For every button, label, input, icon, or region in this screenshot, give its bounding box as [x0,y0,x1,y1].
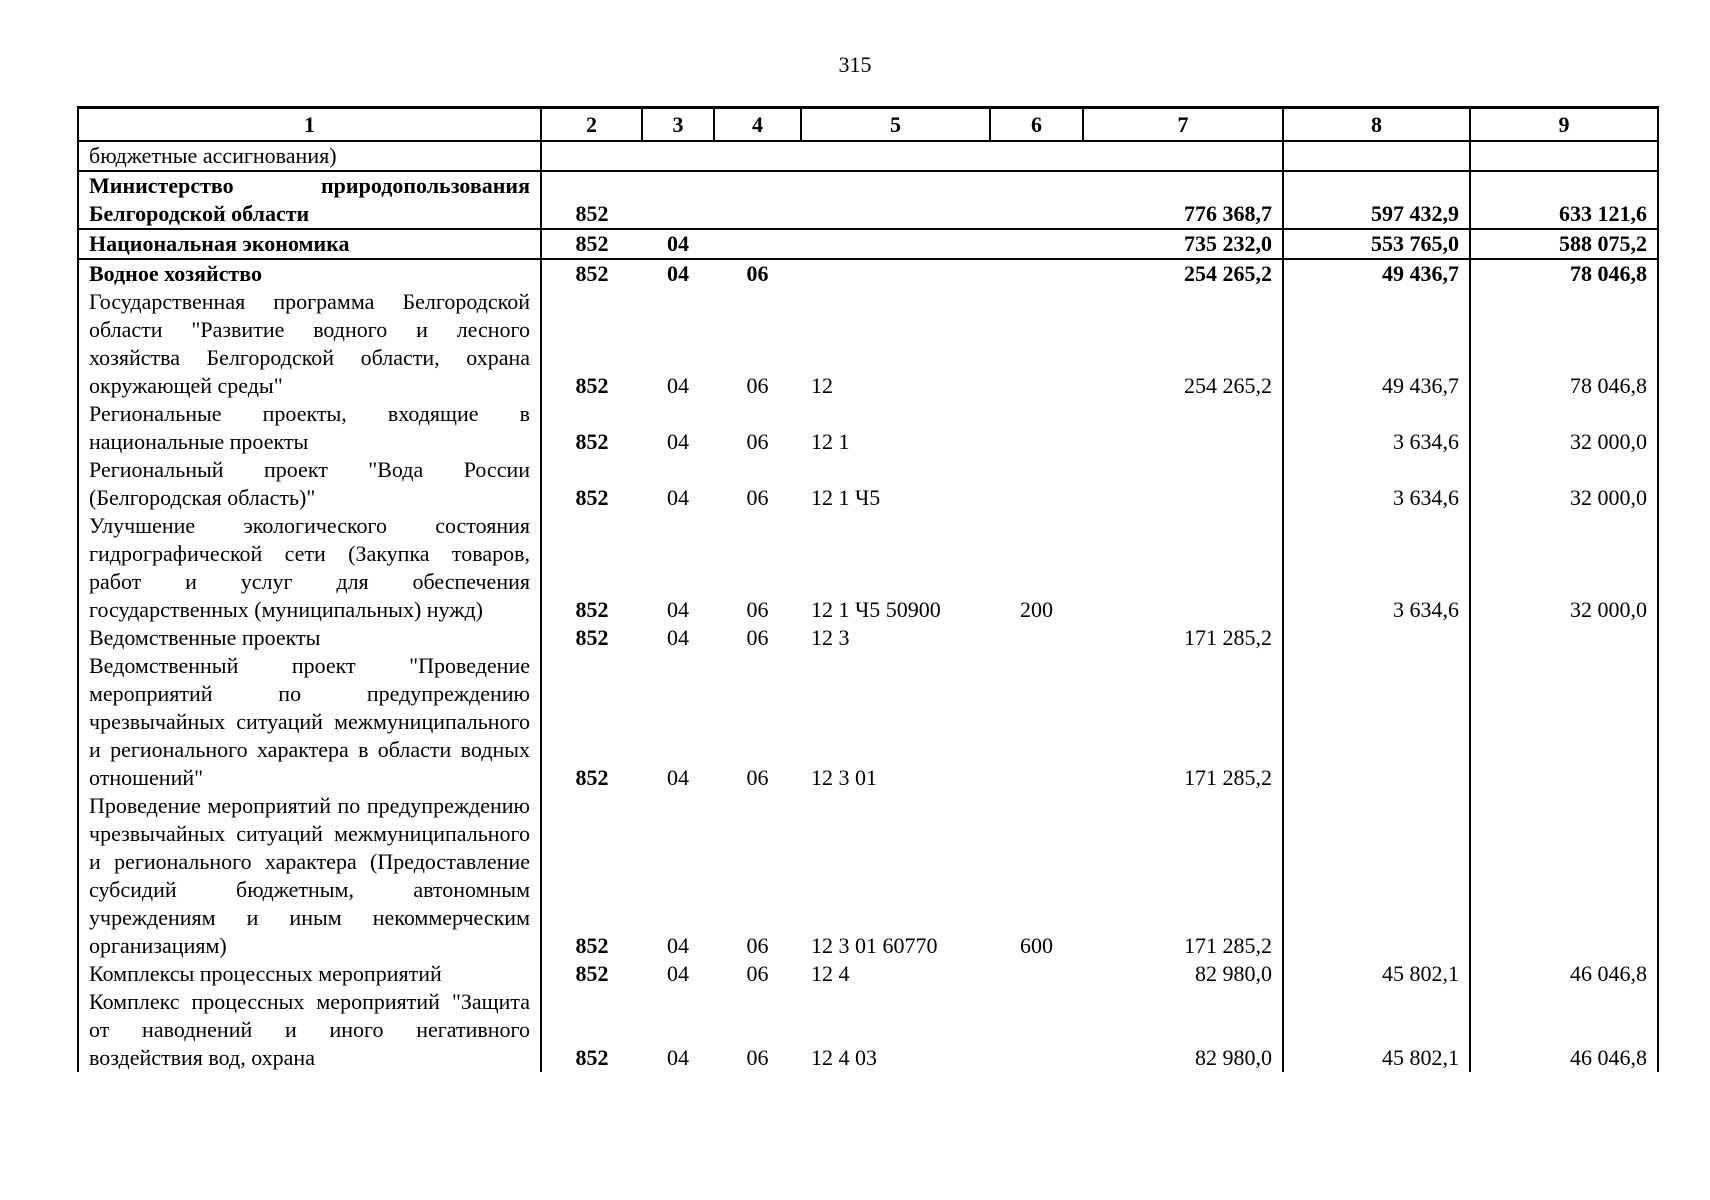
cell-expense-type: 200 [1020,597,1053,622]
cell-amount-year1: 254 265,2 [1083,259,1283,288]
table-row [78,259,1658,288]
cell-amount-year1: 82 980,0 [1083,960,1283,988]
cell-code-admin: 852 [541,652,642,792]
cell-section: 04 [667,961,689,986]
cell-subsection [714,229,801,259]
cell-expense-type [990,288,1083,400]
cell-section: 04 [667,597,689,622]
cell-subsection: 06 [746,1045,769,1070]
cell-amount-year2: 3 634,6 [1283,400,1470,456]
cell-subsection: 06 [746,961,769,986]
cell-subsection: 06 [746,373,769,398]
cell-target-article: 12 1 Ч5 50900 [811,597,941,622]
cell-subsection: 06 [746,597,769,622]
cell-amount-year1: 254 265,2 [1083,288,1283,400]
cell-expense-type [990,229,1083,259]
column-header: 7 [1083,108,1283,142]
column-header: 3 [642,108,714,142]
cell-name: Региональные проекты, входящие в национальные проекты [78,400,541,456]
table-row [78,624,1658,652]
cell-section: 04 [667,373,689,398]
cell-name: Проведение мероприятий по предупреждению чрезвычайных ситуаций межмуниципального и регионального характера (Предоставление субсидий бюджетным, автономным учреждениям и иным некоммерческим организациям) [78,792,541,960]
cell-target-article: 12 3 01 60770 [811,933,938,958]
continuation-row [78,141,1658,171]
cell-name: Ведомственные проекты [78,624,541,652]
cell-section: 04 [642,229,714,259]
cell-amount-year2 [1283,624,1470,652]
cell-name: Комплекс процессных мероприятий "Защита от наводнений и иного негативного воздействия вод, охрана [78,988,541,1072]
column-header: 2 [541,108,642,142]
table-row [78,171,1658,229]
cell-target-article [801,229,990,259]
cell-amount-year1 [1083,512,1283,624]
cell-amount-year2: 3 634,6 [1283,456,1470,512]
cell-expense-type [990,259,1083,288]
budget-table [77,106,1659,1072]
cell-code-admin: 852 [541,400,642,456]
cell-subsection: 06 [746,429,769,454]
cell-amount-year2: 49 436,7 [1283,288,1470,400]
cell-expense-type [990,652,1083,792]
continuation-text: бюджетные ассигнования) [78,141,541,171]
cell-expense-type [990,960,1083,988]
table-row [78,652,1658,792]
cell-subsection: 06 [746,933,769,958]
column-header: 6 [990,108,1083,142]
cell-target-article: 12 [811,373,833,398]
cell-amount-year3: 32 000,0 [1470,512,1658,624]
cell-amount-year1: 171 285,2 [1083,792,1283,960]
cell-subsection: 06 [746,261,769,286]
cell-target-article [801,259,990,288]
column-header: 4 [714,108,801,142]
cell-amount-year3 [1470,624,1658,652]
cell-amount-year3: 78 046,8 [1470,259,1658,288]
cell-amount-year3: 588 075,2 [1470,229,1658,259]
column-header: 5 [801,108,990,142]
empty-cell [1283,141,1470,171]
cell-amount-year2: 553 765,0 [1283,229,1470,259]
table-row [78,400,1658,456]
cell-amount-year1: 171 285,2 [1083,652,1283,792]
cell-name: Ведомственный проект "Проведение мероприятий по предупреждению чрезвычайных ситуаций межмуниципального и регионального характера в области водных отношений" [78,652,541,792]
cell-section: 04 [667,933,689,958]
table-row [78,792,1658,960]
cell-amount-year2: 45 802,1 [1283,988,1470,1072]
table-row [78,229,1658,259]
cell-amount-year3 [1470,792,1658,960]
cell-section: 04 [667,429,689,454]
cell-amount-year1 [1083,400,1283,456]
empty-cell [1470,141,1658,171]
cell-code-admin: 852 [541,512,642,624]
cell-amount-year1: 171 285,2 [1083,624,1283,652]
cell-amount-year3 [1470,652,1658,792]
cell-amount-year3: 78 046,8 [1470,288,1658,400]
empty-cell [541,141,1283,171]
page-number: 315 [838,52,872,77]
cell-amount-year3: 46 046,8 [1470,988,1658,1072]
cell-code-admin: 852 [541,456,642,512]
cell-target-article: 12 1 [811,429,850,454]
cell-code-admin: 852 [541,259,642,288]
table-row [78,988,1658,1072]
cell-target-article: 12 4 [811,961,850,986]
table-row [78,456,1658,512]
cell-section: 04 [667,261,689,286]
cell-amount-year3: 32 000,0 [1470,400,1658,456]
table-row [78,960,1658,988]
cell-section [642,171,714,229]
cell-code-admin: 852 [541,229,642,259]
table-row [78,288,1658,400]
cell-name: Национальная экономика [78,229,541,259]
cell-amount-year1: 735 232,0 [1083,229,1283,259]
cell-code-admin: 852 [541,624,642,652]
cell-section: 04 [667,485,689,510]
cell-code-admin: 852 [541,988,642,1072]
table-row [78,512,1658,624]
cell-target-article [801,171,990,229]
header-row [78,108,1658,142]
cell-subsection: 06 [746,765,769,790]
cell-code-admin: 852 [541,792,642,960]
column-header: 1 [78,108,541,142]
cell-amount-year2 [1283,652,1470,792]
cell-name: Комплексы процессных мероприятий [78,960,541,988]
cell-amount-year2 [1283,792,1470,960]
cell-amount-year2: 45 802,1 [1283,960,1470,988]
cell-amount-year2: 3 634,6 [1283,512,1470,624]
cell-expense-type: 600 [1020,933,1053,958]
cell-subsection: 06 [746,485,769,510]
cell-name: Региональный проект "Вода России (Белгородская область)" [78,456,541,512]
cell-amount-year2: 597 432,9 [1283,171,1470,229]
cell-target-article: 12 3 01 [811,765,877,790]
cell-amount-year1: 82 980,0 [1083,988,1283,1072]
cell-section: 04 [667,1045,689,1070]
cell-amount-year2: 49 436,7 [1283,259,1470,288]
cell-name: Государственная программа Белгородской области "Развитие водного и лесного хозяйства Белгородской области, охрана окружающей среды" [78,288,541,400]
cell-subsection [714,171,801,229]
cell-name: Министерство природопользования Белгородской области [78,171,541,229]
cell-amount-year3: 46 046,8 [1470,960,1658,988]
cell-target-article: 12 1 Ч5 [811,485,881,510]
cell-code-admin: 852 [541,171,642,229]
cell-amount-year1 [1083,456,1283,512]
cell-name: Водное хозяйство [78,259,541,288]
cell-expense-type [990,624,1083,652]
cell-expense-type [990,400,1083,456]
cell-expense-type [990,988,1083,1072]
cell-amount-year3: 633 121,6 [1470,171,1658,229]
cell-expense-type [990,456,1083,512]
cell-amount-year1: 776 368,7 [1083,171,1283,229]
column-header: 9 [1470,108,1658,142]
cell-section: 04 [667,625,689,650]
cell-name: Улучшение экологического состояния гидрографической сети (Закупка товаров, работ и услуг для обеспечения государственных (муниципальных) нужд) [78,512,541,624]
column-header: 8 [1283,108,1470,142]
cell-target-article: 12 4 03 [811,1045,877,1070]
cell-amount-year3: 32 000,0 [1470,456,1658,512]
cell-subsection: 06 [746,625,769,650]
cell-code-admin: 852 [541,288,642,400]
cell-section: 04 [667,765,689,790]
cell-code-admin: 852 [541,960,642,988]
cell-expense-type [990,171,1083,229]
cell-target-article: 12 3 [811,625,850,650]
